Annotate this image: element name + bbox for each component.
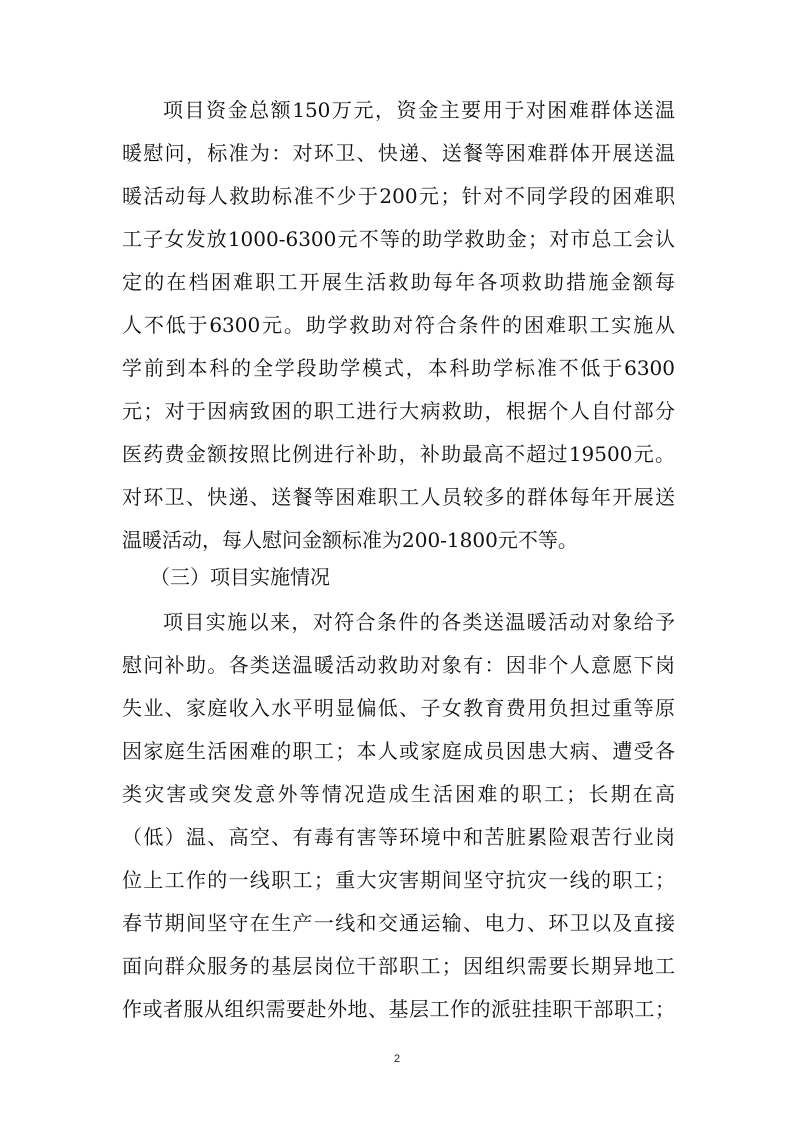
text-line: 医药费金额按照比例进行补助，补助最高不超过19500元。 [122,442,675,466]
text-line: （低）温、高空、有毒有害等环境中和苦脏累险艰苦行业岗 [122,825,675,849]
text-line: 失业、家庭收入水平明显偏低、子女教育费用负担过重等原 [122,696,675,720]
text-line: 对环卫、快递、送餐等困难职工人员较多的群体每年开展送 [122,485,675,509]
text-line: 暖活动每人救助标准不少于200元；针对不同学段的困难职 [122,184,675,208]
text-line: 慰问补助。各类送温暖活动救助对象有：因非个人意愿下岗 [122,653,675,677]
text-line: 学前到本科的全学段助学模式，本科助学标准不低于6300 [122,356,675,380]
text-line: 因家庭生活困难的职工；本人或家庭成员因患大病、遭受各 [122,739,675,763]
text-line: 面向群众服务的基层岗位干部职工；因组织需要长期异地工 [122,954,675,978]
text-line: 项目实施以来，对符合条件的各类送温暖活动对象给予 [163,610,675,634]
text-line: 元；对于因病致困的职工进行大病救助，根据个人自付部分 [122,399,675,423]
text-line: 定的在档困难职工开展生活救助每年各项救助措施金额每 [122,270,675,294]
page-number: 2 [393,1053,401,1065]
text-line: 工子女发放1000-6300元不等的助学救助金；对市总工会认 [122,227,675,251]
text-line: 作或者服从组织需要赴外地、基层工作的派驻挂职干部职工； [122,997,675,1021]
text-line: 项目资金总额150万元，资金主要用于对困难群体送温 [163,98,675,122]
text-line: 温暖活动，每人慰问金额标准为200-1800元不等。 [122,528,578,552]
section-heading: （三）项目实施情况 [150,565,330,589]
text-line: 位上工作的一线职工；重大灾害期间坚守抗灾一线的职工； [122,868,675,892]
text-line: 类灾害或突发意外等情况造成生活困难的职工；长期在高 [122,782,675,806]
text-line: 人不低于6300元。助学救助对符合条件的困难职工实施从 [122,313,675,337]
text-line: 暖慰问，标准为：对环卫、快递、送餐等困难群体开展送温 [122,141,675,165]
text-line: 春节期间坚守在生产一线和交通运输、电力、环卫以及直接 [122,911,675,935]
